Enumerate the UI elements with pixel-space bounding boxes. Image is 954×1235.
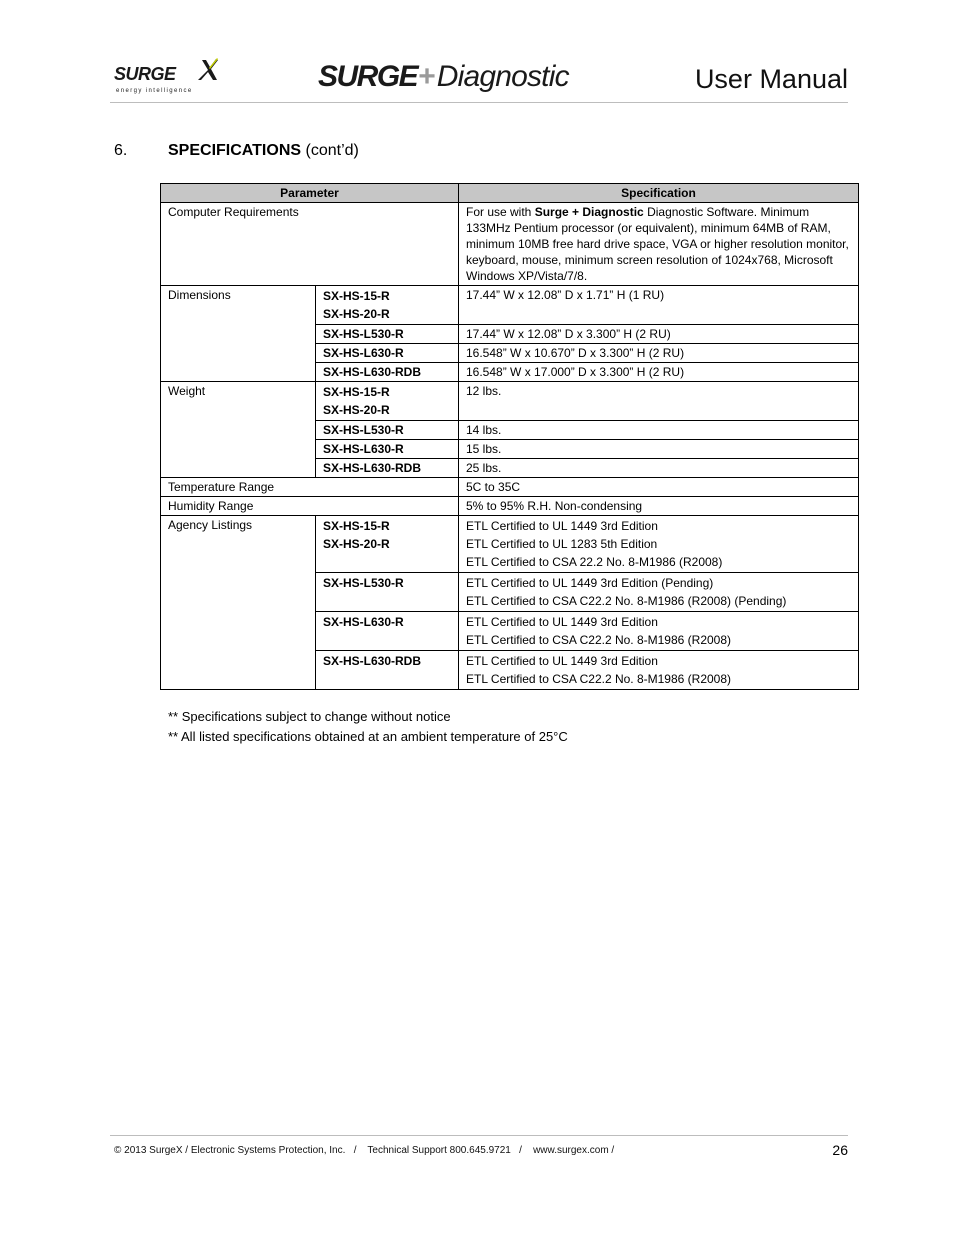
model-name: SX-HS-20-R [323, 307, 390, 321]
spec-computer-bold: Surge + Diagnostic [534, 205, 644, 219]
model-name: SX-HS-15-R [323, 385, 390, 399]
table-row-temperature [161, 478, 859, 497]
model-name: SX-HS-15-R [323, 519, 390, 533]
model-name: SX-HS-L530-R [323, 576, 404, 590]
model-name: SX-HS-20-R [323, 537, 390, 551]
product-logo [318, 60, 569, 100]
param-dimensions: Dimensions [161, 286, 316, 382]
table-row [161, 516, 859, 573]
product-logo-diagnostic: Diagnostic [436, 60, 569, 93]
spec-computer-pre: For use with [466, 205, 535, 219]
page-number: 26 [832, 1142, 848, 1158]
logo-x-icon [196, 58, 218, 82]
spec-humidity: 5% to 95% R.H. Non-condensing [459, 497, 859, 516]
spec-text: ETL Certified to UL 1449 3rd Edition [466, 615, 658, 629]
model-cell [316, 573, 459, 612]
spec-text: ETL Certified to CSA C22.2 No. 8-M1986 (R2008) [466, 633, 732, 647]
spec-text: ETL Certified to CSA C22.2 No. 8-M1986 (R2008) [466, 672, 732, 686]
model-name: SX-HS-L530-R [316, 325, 459, 344]
model-name: SX-HS-L630-R [316, 440, 459, 459]
spec-text: 16.548” W x 10.670” D x 3.300” H (2 RU) [459, 344, 859, 363]
spec-text: 17.44” W x 12.08” D x 1.71” H (1 RU) [466, 288, 665, 302]
surgex-logo [112, 58, 222, 100]
document-title: User Manual [694, 64, 848, 94]
spec-text: 14 lbs. [459, 421, 859, 440]
footer-text: © 2013 SurgeX / Electronic Systems Protection, Inc. / Technical Support 800.645.9721 / www.surgex.com / [114, 1145, 615, 1156]
model-name: SX-HS-20-R [323, 403, 390, 417]
table-row [161, 286, 859, 325]
section-title [168, 142, 359, 160]
spec-text: 15 lbs. [459, 440, 859, 459]
spec-computer-post: Diagnostic Software. Minimum 133MHz Pentium processor (or equivalent), minimum 64MB of RAM, minimum 10MB free hard drive space, VGA or higher resolution monitor, keyboard, mouse, minimum screen resolution of 1024x768, Microsoft Windows XP/Vista/7/8. [466, 205, 849, 283]
note: ** All listed specifications obtained at an ambient temperature of 25°C [168, 729, 568, 744]
model-cell [316, 651, 459, 690]
spec-cell [459, 286, 859, 325]
model-name: SX-HS-L630-RDB [316, 459, 459, 478]
table-row [161, 382, 859, 421]
table-row-computer [161, 203, 859, 286]
model-name: SX-HS-15-R [323, 289, 390, 303]
param-weight: Weight [161, 382, 316, 478]
model-cell [316, 286, 459, 325]
param-humidity: Humidity Range [161, 497, 459, 516]
spec-text: 25 lbs. [459, 459, 859, 478]
logo-tagline: energy intelligence [116, 88, 193, 94]
model-name: SX-HS-L630-R [316, 344, 459, 363]
spec-text: 17.44” W x 12.08” D x 3.300” H (2 RU) [459, 325, 859, 344]
spec-text: ETL Certified to UL 1283 5th Edition [466, 537, 658, 551]
param-agency: Agency Listings [161, 516, 316, 690]
spec-text: ETL Certified to CSA C22.2 No. 8-M1986 (R2008) (Pending) [466, 594, 787, 608]
product-logo-surge: SURGE [318, 60, 418, 93]
notes [168, 707, 568, 747]
param-computer: Computer Requirements [161, 203, 459, 286]
model-cell [316, 382, 459, 421]
model-name: SX-HS-L630-RDB [323, 654, 422, 668]
spec-text: ETL Certified to UL 1449 3rd Edition [466, 654, 658, 668]
spec-temperature: 5C to 35C [459, 478, 859, 497]
table-header-row [161, 184, 859, 203]
section-title-bold: SPECIFICATIONS [168, 142, 302, 159]
spec-computer [459, 203, 859, 286]
section-title-suffix: (cont’d) [301, 142, 359, 159]
header-divider [110, 102, 848, 103]
spec-cell [459, 382, 859, 421]
model-name: SX-HS-L630-RDB [316, 363, 459, 382]
note: ** Specifications subject to change without notice [168, 709, 451, 724]
table-row-humidity [161, 497, 859, 516]
footer-divider [110, 1135, 848, 1136]
spec-cell [459, 612, 859, 651]
model-cell [316, 612, 459, 651]
section-number: 6. [114, 142, 128, 159]
specifications-table [160, 183, 859, 690]
model-cell [316, 516, 459, 573]
spec-text: ETL Certified to UL 1449 3rd Edition (Pending) [466, 576, 714, 590]
spec-text: ETL Certified to UL 1449 3rd Edition [466, 519, 658, 533]
spec-text: 16.548” W x 17.000” D x 3.300” H (2 RU) [459, 363, 859, 382]
model-name: SX-HS-L630-R [323, 615, 404, 629]
model-name: SX-HS-L530-R [316, 421, 459, 440]
spec-text: 12 lbs. [466, 384, 502, 398]
product-logo-plus: + [418, 60, 436, 93]
logo-wordmark: SURGE [114, 64, 176, 84]
spec-text: ETL Certified to CSA 22.2 No. 8-M1986 (R2008) [466, 555, 723, 569]
spec-cell [459, 573, 859, 612]
param-temperature: Temperature Range [161, 478, 459, 497]
spec-cell [459, 651, 859, 690]
header-parameter: Parameter [161, 184, 459, 203]
header-specification: Specification [459, 184, 859, 203]
spec-cell [459, 516, 859, 573]
